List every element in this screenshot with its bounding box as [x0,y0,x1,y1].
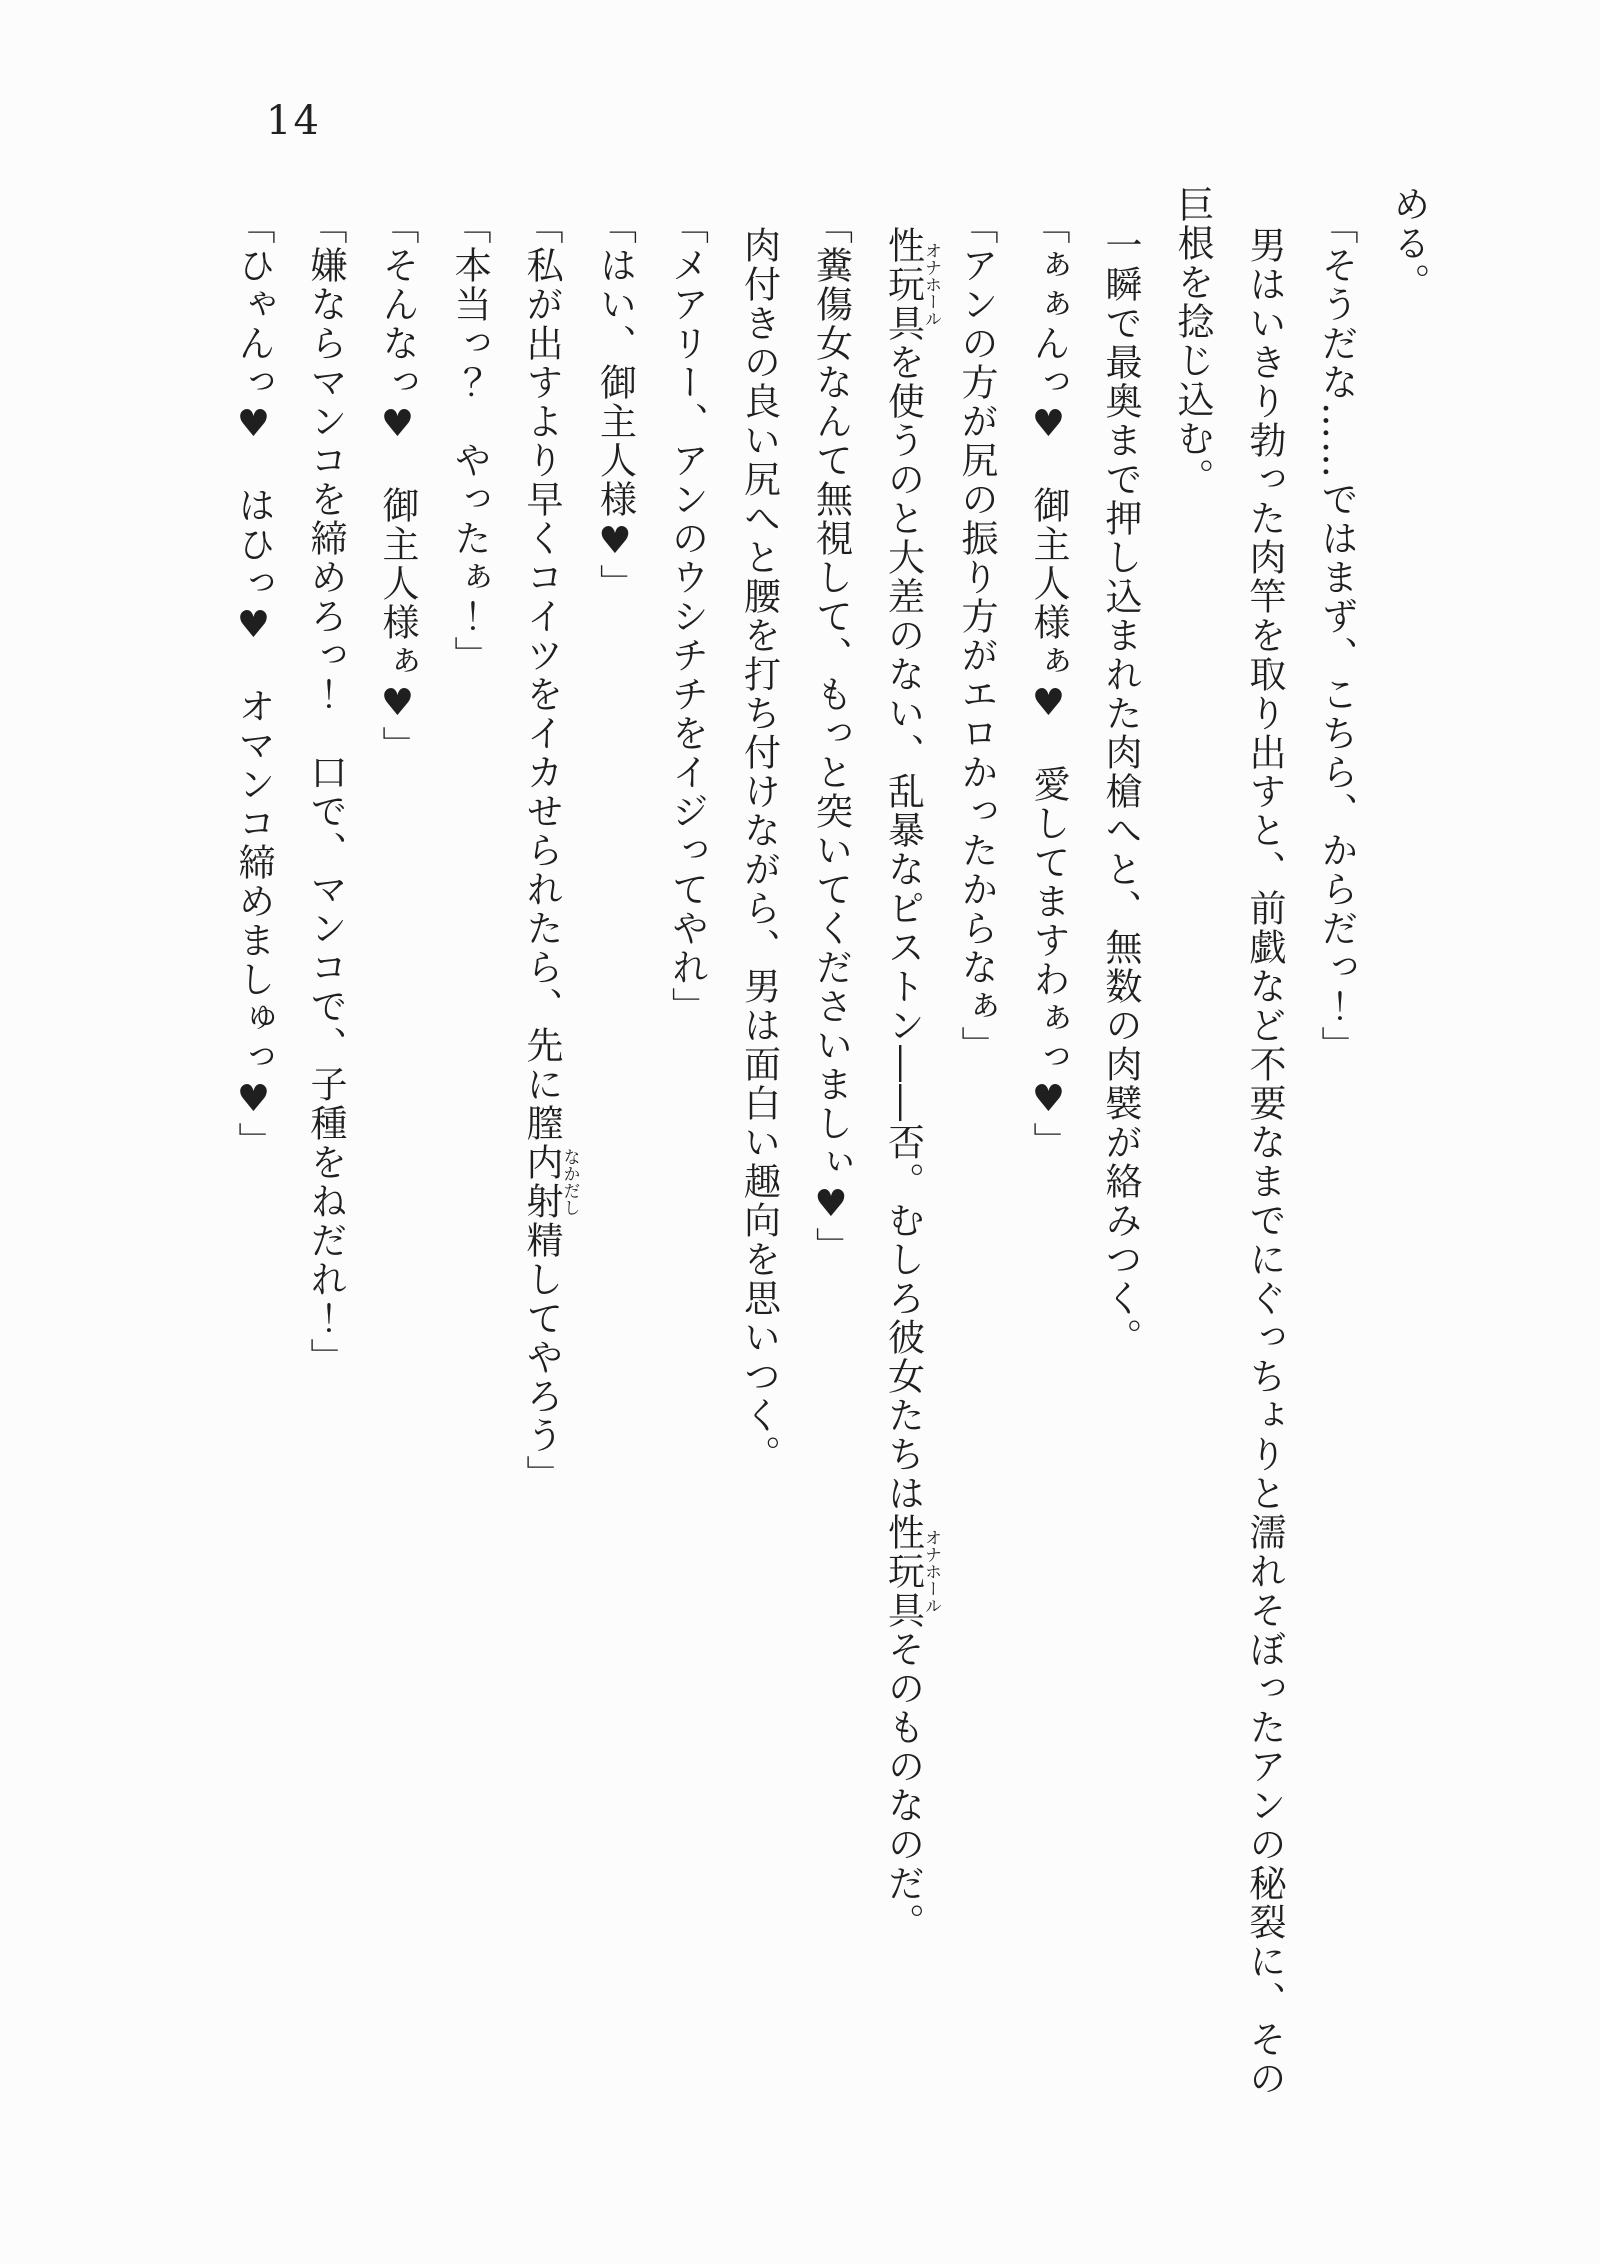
paragraph: 「私が出すより早くコイツをイカせられたら、先に膣内射精なかだししてやろう」 [520,207,580,1495]
paragraph: 肉付きの良い尻へと腰を打ち付けながら、男は面白い趣向を思いつく。 [737,225,781,1474]
ruby-annotated-word: 性玩具オナホール [881,225,941,343]
page-number: 14 [266,98,321,144]
paragraph: 「ぁぁんっ♥ 御主人様ぁ♥ 愛してますわぁっ♥」 [1027,207,1070,1162]
ruby-annotated-word: 性玩具オナホール [881,1512,941,1630]
paragraph: 「そんなっ♥ 御主人様ぁ♥」 [376,207,419,766]
paragraph: 一瞬で最奥まで押し込まれた肉槍へと、無数の肉襞が絡みつく。 [1099,225,1142,1357]
novel-text-block [217,185,1444,2143]
furigana: なかだし [559,1104,580,1261]
paragraph: 「メアリー、アンのウシチチをイジってやれ」 [665,207,709,1027]
paragraph: 性玩具オナホールを使うのと大差のない、乱暴なピストン――否。むしろ彼女たちは性玩具オナホールそのものなのだ。 [881,225,941,1942]
paragraph: 「アンの方が尻の振り方がエロかったからなぁ」 [955,207,998,1066]
furigana: オナホール [921,1512,941,1630]
paragraph: 「糞傷女なんて無視して、もっと突いてくださいましぃ♥」 [809,207,853,1267]
paragraph: 「そうだな……ではまず、こちら、からだっ！」 [1315,207,1358,1066]
furigana: オナホール [921,225,941,343]
paragraph: 「ひゃんっ♥ はひっ♥ オマンコ締めましゅっ♥」 [232,207,275,1162]
paragraph: 男はいきり勃った肉竿を取り出すと、前戯など不要なまでにぐっちょりと濡れそぼったアンの秘裂に、その 巨根を捻じ込む。 [1171,185,1286,2098]
paragraph: める。 [1387,185,1430,302]
ruby-annotated-word: 膣内射精なかだし [520,1104,580,1261]
paragraph: 「本当っ？ やったぁ！」 [448,207,491,676]
paragraph: 「嫌ならマンコを締めろっ！ 口で、マンコで、子種をねだれ！」 [304,207,347,1378]
paragraph: 「はい、御主人様♥」 [593,207,637,604]
